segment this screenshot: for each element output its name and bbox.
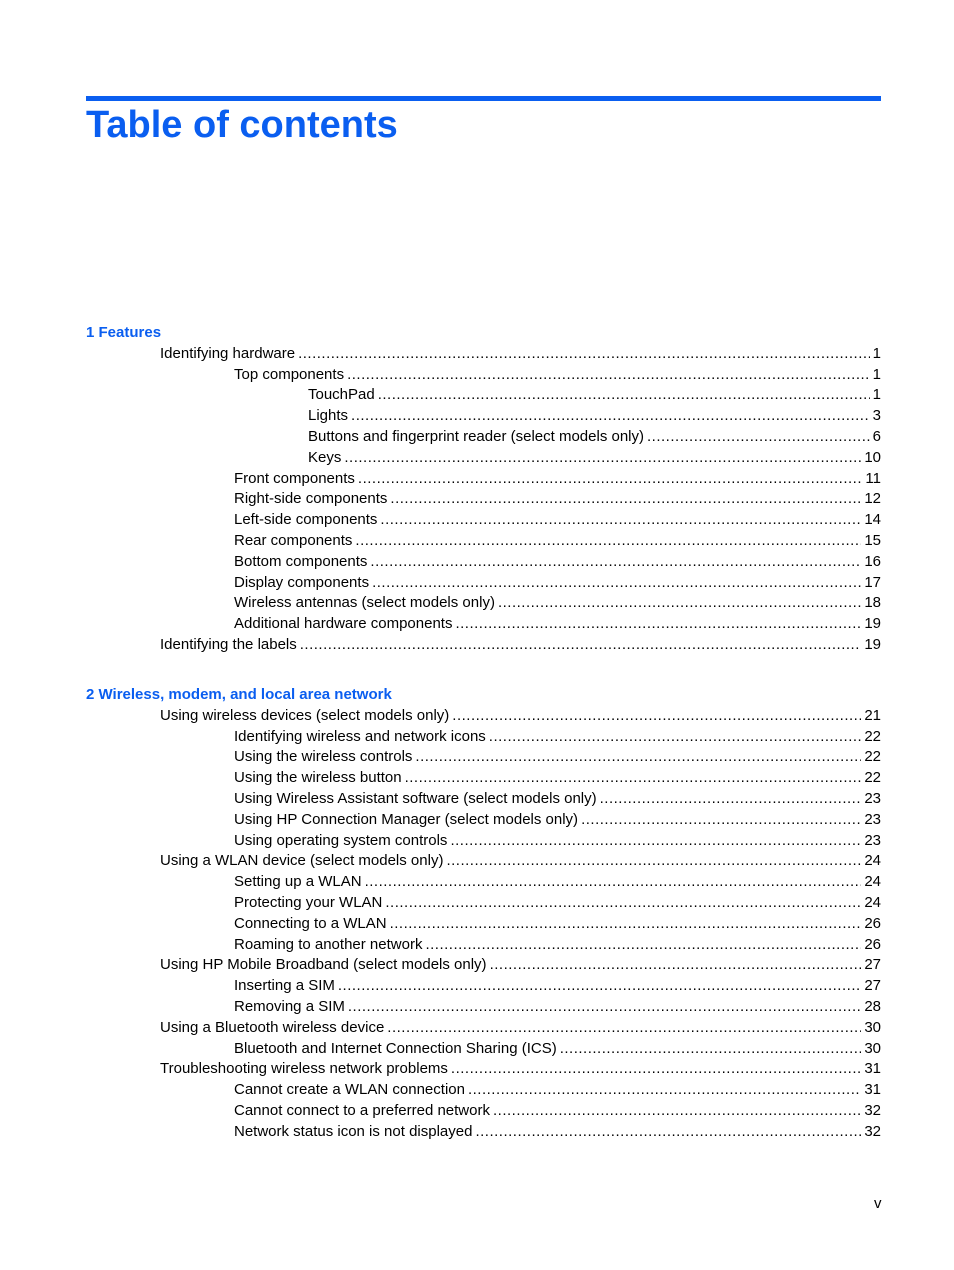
toc-entry[interactable] xyxy=(234,592,881,613)
dot-leader xyxy=(378,384,870,405)
toc-entry[interactable] xyxy=(234,1038,881,1059)
toc-entry-label: Using HP Mobile Broadband (select models only) xyxy=(160,956,487,974)
dot-leader xyxy=(370,551,861,572)
dot-leader xyxy=(446,850,861,871)
toc-entry[interactable] xyxy=(234,1100,881,1121)
toc-entry-page: 23 xyxy=(864,790,881,807)
toc-entry-label: Using Wireless Assistant software (select models only) xyxy=(234,790,597,807)
dot-leader xyxy=(380,509,861,530)
toc-entry[interactable] xyxy=(234,913,881,934)
toc-entry[interactable] xyxy=(160,705,881,726)
dot-leader xyxy=(372,572,861,593)
toc-entry-label: TouchPad xyxy=(308,386,375,404)
page-number: v xyxy=(874,1195,882,1212)
dot-leader xyxy=(348,996,861,1017)
toc-entry-label: Cannot connect to a preferred network xyxy=(234,1102,490,1119)
toc-entry[interactable] xyxy=(234,996,881,1017)
toc-entry-label: Bottom components xyxy=(234,552,368,570)
toc-entry-label: Keys xyxy=(308,448,342,466)
toc-entry-page: 32 xyxy=(864,1102,881,1119)
toc-entry-page: 6 xyxy=(872,428,881,445)
toc-entry[interactable] xyxy=(234,788,881,809)
dot-leader xyxy=(365,871,862,892)
toc-entry[interactable] xyxy=(308,384,881,405)
dot-leader xyxy=(490,954,862,975)
toc-entry-label: Troubleshooting wireless network problems xyxy=(160,1060,448,1078)
toc-entry-page: 16 xyxy=(864,552,881,570)
toc-entry-page: 1 xyxy=(872,365,881,383)
chapter-heading[interactable]: 2 Wireless, modem, and local area network xyxy=(86,686,392,703)
toc-entry-label: Removing a SIM xyxy=(234,998,345,1015)
toc-entry-page: 26 xyxy=(864,914,881,932)
toc-entry[interactable] xyxy=(234,509,881,530)
toc-entry-page: 14 xyxy=(864,511,881,529)
toc-entry-page: 23 xyxy=(864,831,881,849)
dot-leader xyxy=(647,426,870,447)
toc-entry-page: 27 xyxy=(864,956,881,974)
dot-leader xyxy=(298,343,870,364)
toc-entry[interactable] xyxy=(234,613,881,634)
toc-entry[interactable] xyxy=(234,1079,881,1100)
toc-entry[interactable] xyxy=(160,634,881,655)
toc-entry-page: 3 xyxy=(872,407,881,425)
toc-entry-page: 1 xyxy=(872,344,881,362)
toc-entry-label: Display components xyxy=(234,573,370,591)
toc-entry[interactable] xyxy=(308,426,881,447)
toc-entry-label: Lights xyxy=(308,407,349,425)
toc-entry-page: 27 xyxy=(864,977,881,995)
toc-entry-page: 31 xyxy=(864,1081,881,1099)
dot-leader xyxy=(405,767,862,788)
toc-entry[interactable] xyxy=(234,364,881,385)
toc-entry-page: 18 xyxy=(864,594,881,612)
dot-leader xyxy=(600,788,862,809)
toc-entry-label: Right-side components xyxy=(234,490,388,508)
dot-leader xyxy=(387,1017,861,1038)
toc-entry-label: Buttons and fingerprint reader (select models only) xyxy=(308,428,645,445)
toc-entry-page: 26 xyxy=(864,935,881,953)
toc-entry[interactable] xyxy=(308,405,881,426)
dot-leader xyxy=(452,705,861,726)
toc-entry-label: Using HP Connection Manager (select models only) xyxy=(234,810,579,828)
toc-entry-page: 28 xyxy=(864,998,881,1015)
toc-entry-page: 30 xyxy=(864,1018,881,1036)
toc-entry[interactable] xyxy=(234,572,881,593)
toc-entry[interactable] xyxy=(234,892,881,913)
dot-leader xyxy=(358,468,863,489)
dot-leader xyxy=(351,405,870,426)
toc-entry-page: 32 xyxy=(864,1122,881,1140)
dot-leader xyxy=(468,1079,861,1100)
toc-entry-page: 31 xyxy=(864,1060,881,1078)
dot-leader xyxy=(489,726,862,747)
dot-leader xyxy=(338,975,861,996)
toc-entry[interactable] xyxy=(160,343,881,364)
toc-entry-label: Network status icon is not displayed xyxy=(234,1122,473,1140)
dot-leader xyxy=(451,1058,861,1079)
toc-entry-page: 24 xyxy=(864,873,881,891)
dot-leader xyxy=(355,530,861,551)
toc-entry[interactable] xyxy=(234,530,881,551)
toc-entry-page: 17 xyxy=(864,573,881,591)
dot-leader xyxy=(475,1121,861,1142)
dot-leader xyxy=(344,447,861,468)
toc-entry-label: Wireless antennas (select models only) xyxy=(234,594,495,612)
toc-entry-page: 19 xyxy=(864,615,881,633)
toc-entry-label: Rear components xyxy=(234,532,353,549)
toc-entry-page: 22 xyxy=(864,769,881,787)
toc-entry-label: Identifying hardware xyxy=(160,344,296,362)
toc-entry-page: 21 xyxy=(864,706,881,724)
toc-entry[interactable] xyxy=(234,488,881,509)
toc-entry-label: Top components xyxy=(234,365,345,383)
toc-entry-label: Using the wireless button xyxy=(234,769,402,787)
dot-leader xyxy=(390,488,861,509)
toc-entry[interactable] xyxy=(234,934,881,955)
toc-entry-page: 12 xyxy=(864,490,881,508)
toc-entry-label: Front components xyxy=(234,469,355,487)
toc-entry[interactable] xyxy=(160,1058,881,1079)
toc-entry-page: 10 xyxy=(864,448,881,466)
toc-entry[interactable] xyxy=(160,954,881,975)
toc-entry[interactable] xyxy=(234,871,881,892)
toc-entry-label: Using operating system controls xyxy=(234,831,448,849)
toc-entry-label: Using wireless devices (select models only) xyxy=(160,706,450,724)
toc-entry-label: Cannot create a WLAN connection xyxy=(234,1081,465,1099)
page-title: Table of contents xyxy=(86,104,398,146)
toc-entry-label: Using a Bluetooth wireless device xyxy=(160,1018,385,1036)
dot-leader xyxy=(560,1038,862,1059)
dot-leader xyxy=(581,809,861,830)
toc-entry[interactable] xyxy=(160,1017,881,1038)
chapter-heading[interactable]: 1 Features xyxy=(86,324,162,341)
toc-entry[interactable] xyxy=(234,830,881,851)
dot-leader xyxy=(498,592,861,613)
dot-leader xyxy=(493,1100,861,1121)
toc-entry-label: Using the wireless controls xyxy=(234,748,413,766)
toc-entry-label: Additional hardware components xyxy=(234,615,453,633)
toc-entry[interactable] xyxy=(234,767,881,788)
dot-leader xyxy=(385,892,861,913)
toc-entry-page: 11 xyxy=(865,469,881,487)
toc-entry-page: 24 xyxy=(864,852,881,870)
toc-entry[interactable] xyxy=(234,809,881,830)
dot-leader xyxy=(347,364,870,385)
toc-entry[interactable] xyxy=(160,850,881,871)
toc-entry-label: Protecting your WLAN xyxy=(234,894,383,911)
toc-entry-page: 30 xyxy=(864,1039,881,1057)
toc-entry-page: 22 xyxy=(864,727,881,745)
dot-leader xyxy=(425,934,861,955)
dot-leader xyxy=(390,913,862,934)
toc-entry[interactable] xyxy=(234,1121,881,1142)
toc-entry-label: Using a WLAN device (select models only) xyxy=(160,852,444,870)
toc-entry-label: Bluetooth and Internet Connection Sharing (ICS) xyxy=(234,1039,557,1057)
toc-entry-label: Setting up a WLAN xyxy=(234,873,362,891)
toc-entry[interactable] xyxy=(234,975,881,996)
toc-entry[interactable] xyxy=(234,551,881,572)
toc-entry-page: 19 xyxy=(864,636,881,653)
toc-entry-label: Left-side components xyxy=(234,511,378,529)
toc-entry-label: Roaming to another network xyxy=(234,935,423,953)
toc-entry-label: Identifying wireless and network icons xyxy=(234,727,486,745)
toc-entry[interactable] xyxy=(308,447,881,468)
toc-entry-page: 24 xyxy=(864,894,881,911)
toc-entry[interactable] xyxy=(234,746,881,767)
toc-entry-page: 15 xyxy=(864,532,881,549)
dot-leader xyxy=(450,830,861,851)
toc-entry-label: Identifying the labels xyxy=(160,636,297,653)
dot-leader xyxy=(455,613,861,634)
toc-entry-page: 22 xyxy=(864,748,881,766)
toc-entry-label: Inserting a SIM xyxy=(234,977,335,995)
toc-entry[interactable] xyxy=(234,726,881,747)
dot-leader xyxy=(300,634,862,655)
toc-entry-label: Connecting to a WLAN xyxy=(234,914,387,932)
toc-entry-page: 1 xyxy=(872,386,881,404)
toc-entry[interactable] xyxy=(234,468,881,489)
dot-leader xyxy=(415,746,861,767)
toc-entry-page: 23 xyxy=(864,810,881,828)
